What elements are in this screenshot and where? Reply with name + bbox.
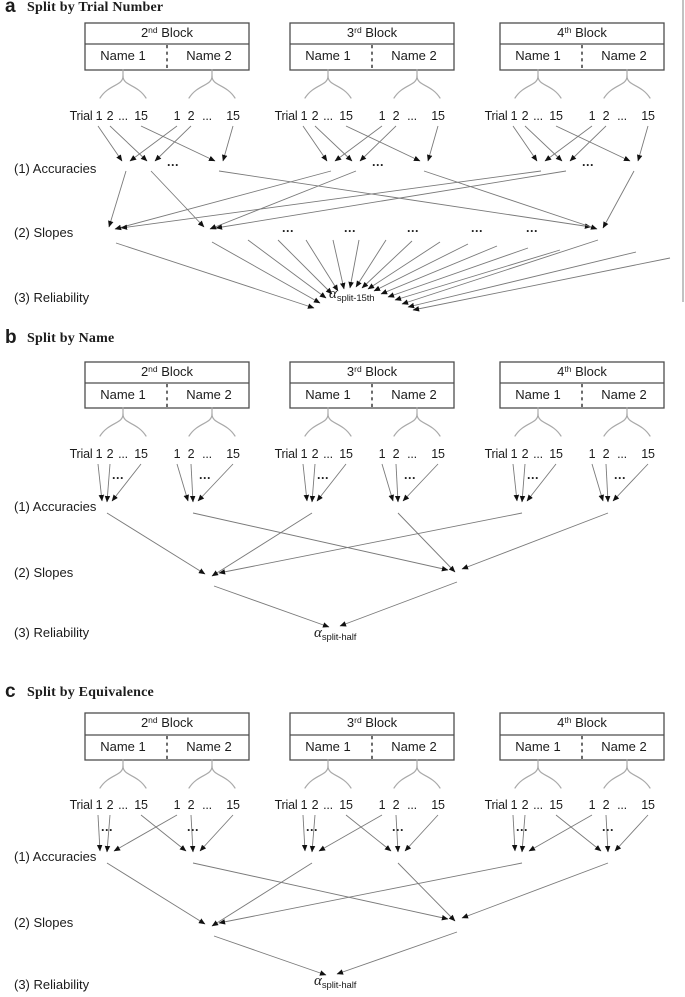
panel-a-row-label-slopes: (2) Slopes [14,225,74,240]
panel-b-block-3-ellipsis-right: ... [614,468,626,482]
panel-a-block-2-trial-arrow [303,126,327,161]
panel-a-block-2-trial-arrow [315,126,352,161]
panel-c-block-1-header-sup: nd [148,714,158,725]
panel-a-block-2-accuracy-ellipsis: ... [372,155,384,169]
panel-c-block-2-header-rest: Block [361,715,398,730]
panel-b-block-2-trial-arrow [303,464,307,501]
panel-c-block-1-brace-right-right-arm [212,766,235,788]
panel-c-block-2-trial-right-3: 15 [431,798,445,812]
panel-a-row-label-accuracies: (1) Accuracies [14,161,97,176]
panel-a-slope-ellipsis-1: ... [344,221,356,235]
panel-a-block-2-header-num: 3 [346,25,355,40]
panel-c-block-1-header-rest: Block [157,715,194,730]
panel-c-block-2-trial-right-0: 1 [378,798,386,812]
panel-b-block-1-trial-left-3: 15 [134,447,148,461]
panel-a-block-3-brace-left-right-arm [538,76,561,98]
panel-c-block-3-trial-arrow [615,815,648,851]
panel-b-block-2-header-num: 3 [346,364,355,379]
panel-c-block-1-trial-left-1: 2 [106,798,114,812]
panel-a-block-1-trial-arrow [98,126,122,161]
panel-c-block-1-trial-arrow [200,815,233,851]
panel-b-block-3-trial-arrow [513,464,517,501]
panel-b-block-1-trial-left-0: Trial 1 [69,447,103,461]
panel-a-row-label-reliability: (3) Reliability [14,290,90,305]
panel-c-block-2-trial-left-3: 15 [339,798,353,812]
panel-a-block-3-header [557,26,607,41]
panel-a-block-3-header-rest: Block [571,25,607,40]
panel-c-block-1-trial-right-3: 15 [226,798,240,812]
panel-b-block-3-brace-right-left-arm [604,414,627,436]
panel-b-block-2-trial-arrow [382,464,393,501]
panel-b-block-3-brace-right-right-arm [627,414,650,436]
panel-b-block-1-trial-arrow [177,464,188,501]
panel-a-block-2-trial-left-0: Trial 1 [274,109,308,123]
panel-a-alpha-label [329,288,374,304]
panel-c-row-label-slopes: (2) Slopes [14,915,74,930]
panel-a-slope-to-alpha-arrow [402,240,598,304]
panel-c-block-3-ellipsis-left: ... [516,820,528,834]
panel-a-slope-to-alpha-arrow [333,240,344,289]
panel-b-block-2-header-sup: rd [354,363,362,374]
panel-c-alpha-label [314,975,356,991]
panel-a-block-3-acc-to-slope-arrow [603,171,634,228]
panel-b-block-1-brace-left-left-arm [100,414,123,436]
panel-a-block-2-trial-left-3: 15 [339,109,353,123]
panel-a-block-2-brace-right-right-arm [417,76,440,98]
panel-c-alpha-subscript: split-half [321,980,357,991]
panel-b-block-1-name-1: Name 1 [100,387,146,402]
panel-c-block-3-ellipsis-right: ... [602,820,614,834]
panel-b-block-3-trial-left-2: ... [533,447,543,461]
panel-b-row-label-slopes: (2) Slopes [14,565,74,580]
panel-c-slope-to-alpha-arrow [214,936,326,975]
panel-b-block-2-trial-right-3: 15 [431,447,445,461]
panel-a-block-1-name-1: Name 1 [100,48,146,63]
panel-c-block-1-trial-right-2: ... [202,798,212,812]
panel-c-block-3-header-sup: th [564,714,572,725]
panel-c-block-1-trial-left-2: ... [118,798,128,812]
panel-c-block-1-name-1: Name 1 [100,739,146,754]
panel-a-block-3-accuracy-ellipsis: ... [582,155,594,169]
panel-a-block-3-brace-right-left-arm [604,76,627,98]
panel-b-block-1-trial-arrow [191,464,193,502]
panel-c-block-2-trial-arrow [405,815,438,851]
panel-b-block-3-brace-left-left-arm [515,414,538,436]
panel-a-slope-ellipsis-0: ... [282,221,294,235]
panel-a-block-3-brace-right-right-arm [627,76,650,98]
panel-a-block-1-trial-arrow [223,126,233,161]
panel-a-block-2-brace-right-left-arm [394,76,417,98]
panel-c-block-3-header-num: 4 [557,715,565,730]
panel-c-block-3-trial-right-0: 1 [588,798,596,812]
panel-a-block-2-trial-arrow [428,126,438,161]
panel-a-block-3-name-1: Name 1 [515,48,561,63]
page-edge-bar [682,0,684,302]
panel-a-block-2-trial-right-0: 1 [378,109,386,123]
panel-b-block-2-trial-arrow [312,464,315,502]
panel-a-block-2-trial-right-1: 2 [392,109,400,123]
panel-c-row-label-reliability: (3) Reliability [14,977,90,992]
panel-a-block-2-name-1: Name 1 [305,48,351,63]
panel-a-block-2-name-2: Name 2 [391,48,437,63]
panel-a-block-1-trial-right-2: ... [202,109,212,123]
panel-a-block-1-brace-left-left-arm [100,76,123,98]
panel-b-block-2-brace-left-right-arm [328,414,351,436]
panel-b-block-2-acc-to-slope-arrow [212,513,312,576]
panel-a-block-1-header [141,26,193,41]
panel-c-block-2-header [347,716,397,731]
panel-b-block-1-acc-to-slope-arrow [193,513,448,570]
panel-c-block-1-ellipsis-right: ... [187,820,199,834]
panel-b-alpha-subscript: split-half [321,632,357,643]
panel-a-block-2-acc-to-slope-arrow [115,171,331,229]
panel-a-block-1-trial-right-1: 2 [187,109,195,123]
panel-a-block-3-trial-arrow [638,126,648,161]
panel-c-block-3-acc-to-slope-arrow [462,863,608,918]
panel-b-block-2-header [347,365,397,380]
panel-b-block-1-trial-arrow [107,464,110,502]
panel-a-block-1-brace-left-right-arm [123,76,146,98]
panel-a-alpha-subscript: split-15th [336,293,375,304]
panel-c-title: Split by Equivalence [27,685,154,700]
panel-a-slope-to-alpha-arrow [278,240,332,294]
panel-a-slope-to-alpha-arrow [395,250,560,300]
panel-a-block-1-name-2: Name 2 [186,48,232,63]
panel-c-block-3-trial-right-2: ... [617,798,627,812]
panel-b-block-3-header [557,365,607,380]
panel-b-block-2-acc-to-slope-arrow [398,513,455,572]
panel-b-block-3-trial-right-1: 2 [602,447,610,461]
panel-a-slope-ellipsis-2: ... [407,221,419,235]
panel-c-letter: c [5,681,16,702]
panel-b-block-3-trial-arrow [592,464,603,501]
panel-a-block-2-brace-left-left-arm [305,76,328,98]
panel-c-block-3-trial-right-3: 15 [641,798,655,812]
panel-b-block-3-name-1: Name 1 [515,387,561,402]
panel-c-row-label-accuracies: (1) Accuracies [14,849,97,864]
panel-b-block-3-trial-right-2: ... [617,447,627,461]
panel-a-block-3-trial-left-2: ... [533,109,543,123]
panel-c-block-3-trial-arrow [529,815,592,851]
panel-b-block-1-name-2: Name 2 [186,387,232,402]
panel-a-block-3-acc-to-slope-arrow [216,171,566,228]
panel-c-slope-to-alpha-arrow [337,932,457,974]
panel-a-block-3-trial-right-2: ... [617,109,627,123]
panel-a-block-2-trial-left-2: ... [323,109,333,123]
panel-b-block-1-ellipsis-left: ... [112,468,124,482]
panel-b-block-2-trial-left-3: 15 [339,447,353,461]
panel-c-block-1-header [141,716,193,731]
panel-a-alpha-symbol: α [329,286,337,302]
panel-c-block-1-acc-to-slope-arrow [193,863,448,919]
panel-c-block-3-trial-left-2: ... [533,798,543,812]
panel-a-block-2-header [347,26,397,41]
panel-a-block-1-brace-right-left-arm [189,76,212,98]
panel-a-block-1-header-sup: nd [148,24,158,35]
panel-b-block-3-trial-left-1: 2 [521,447,529,461]
panel-b-block-1-acc-to-slope-arrow [107,513,205,574]
panel-a-slope-to-alpha-arrow [350,240,359,288]
panel-c-block-2-brace-right-left-arm [394,766,417,788]
panel-b-block-2-trial-right-2: ... [407,447,417,461]
panel-a-block-3-name-2: Name 2 [601,48,647,63]
panel-a-block-1-accuracy-ellipsis: ... [167,155,179,169]
panel-c-block-3-brace-right-right-arm [627,766,650,788]
panel-c-block-2-acc-to-slope-arrow [212,863,312,926]
panel-c-block-1-trial-right-0: 1 [173,798,181,812]
panel-b-block-2-header-rest: Block [361,364,398,379]
panel-b-block-1-trial-arrow [98,464,102,501]
panel-b-block-2-trial-right-1: 2 [392,447,400,461]
panel-c-block-1-trial-arrow [98,815,100,851]
panel-a-title: Split by Trial Number [27,0,164,15]
panel-c-block-1-trial-left-0: Trial 1 [69,798,103,812]
panel-a-block-2-brace-left-right-arm [328,76,351,98]
panel-c-block-2-brace-left-left-arm [305,766,328,788]
panel-c-block-2-name-1: Name 1 [305,739,351,754]
panel-a-block-3-trial-left-0: Trial 1 [484,109,518,123]
panel-c-block-1-header-num: 2 [140,715,149,730]
panel-a-block-1-trial-left-1: 2 [106,109,114,123]
panel-c-block-2-header-sup: rd [354,714,362,725]
panel-b-block-2-brace-right-right-arm [417,414,440,436]
panel-c-block-2-name-2: Name 2 [391,739,437,754]
panel-b-block-2-ellipsis-left: ... [317,468,329,482]
panel-a-slope-to-alpha-arrow [116,243,314,308]
panel-c-block-3-trial-arrow [556,815,601,851]
panel-b-block-3-trial-arrow [606,464,608,502]
panel-a-block-1-header-rest: Block [157,25,194,40]
panel-b-row-label-reliability: (3) Reliability [14,625,90,640]
panel-c-block-3-trial-left-0: Trial 1 [484,798,518,812]
panel-a-block-3-brace-left-left-arm [515,76,538,98]
panel-b-block-2-trial-left-0: Trial 1 [274,447,308,461]
panel-a-slope-to-alpha-arrow [388,248,528,297]
panel-b-block-3-header-sup: th [564,363,572,374]
panel-a-block-1-acc-to-slope-arrow [151,171,204,227]
panel-b-block-2-trial-left-1: 2 [311,447,319,461]
panel-c-block-2-trial-right-2: ... [407,798,417,812]
panel-b-block-2-name-1: Name 1 [305,387,351,402]
panel-a-block-3-trial-left-3: 15 [549,109,563,123]
panel-a-slope-to-alpha-arrow [374,244,468,291]
panel-c-block-3-trial-left-1: 2 [521,798,529,812]
panel-a-slope-to-alpha-arrow [362,241,412,288]
panel-c-block-2-brace-left-right-arm [328,766,351,788]
panel-c-block-2-trial-left-0: Trial 1 [274,798,308,812]
panel-a-block-1-trial-right-0: 1 [173,109,181,123]
panel-c-block-1-trial-arrow [141,815,186,851]
panel-b-block-1-ellipsis-right: ... [199,468,211,482]
panel-b-block-1-trial-right-3: 15 [226,447,240,461]
panel-b-alpha-symbol: α [314,625,322,641]
panel-a-block-1-trial-left-2: ... [118,109,128,123]
panel-b-block-1-brace-right-right-arm [212,414,235,436]
panel-b-block-1-trial-right-0: 1 [173,447,181,461]
panel-a-letter: a [5,0,16,17]
panel-b-letter: b [5,327,17,348]
panel-a-block-3-header-num: 4 [557,25,565,40]
panel-b-block-2-ellipsis-right: ... [404,468,416,482]
panel-c-block-2-ellipsis-left: ... [306,820,318,834]
panel-b-block-2-trial-left-2: ... [323,447,333,461]
panel-b-block-1-trial-left-2: ... [118,447,128,461]
panel-a-block-3-header-sup: th [564,24,572,35]
panel-c-block-1-trial-arrow [114,815,177,851]
panel-b-block-3-acc-to-slope-arrow [462,513,608,569]
panel-b-block-3-trial-right-3: 15 [641,447,655,461]
panel-c-block-3-name-2: Name 2 [601,739,647,754]
panel-a-slope-ellipsis-4: ... [526,221,538,235]
panel-a-block-1-trial-left-0: Trial 1 [69,109,103,123]
panel-b-block-3-brace-left-right-arm [538,414,561,436]
panel-a-slope-ellipsis-3: ... [471,221,483,235]
panel-b-block-2-brace-left-left-arm [305,414,328,436]
panel-c-block-2-trial-arrow [303,815,305,851]
panel-b-slope-to-alpha-arrow [340,582,457,626]
panel-c-block-1-trial-left-3: 15 [134,798,148,812]
panel-c-block-1-brace-right-left-arm [189,766,212,788]
panel-b-block-1-trial-left-1: 2 [106,447,114,461]
panel-b-block-1-trial-right-2: ... [202,447,212,461]
panel-c-block-1-trial-right-1: 2 [187,798,195,812]
panel-c-block-2-acc-to-slope-arrow [398,863,455,921]
panel-a-block-3-trial-arrow [525,126,562,161]
panel-b-block-3-header-rest: Block [571,364,607,379]
panel-a-slope-to-alpha-arrow [413,258,670,310]
panel-b-block-3-name-2: Name 2 [601,387,647,402]
panel-b-block-3-trial-left-3: 15 [549,447,563,461]
panel-b-block-2-brace-right-left-arm [394,414,417,436]
panel-a-block-1-acc-to-slope-arrow [109,171,126,227]
panel-a-block-2-trial-left-1: 2 [311,109,319,123]
panel-a-block-2-header-rest: Block [361,25,398,40]
panel-c-block-1-name-2: Name 2 [186,739,232,754]
panel-a-block-1-header-num: 2 [140,25,149,40]
panel-c-block-3-name-1: Name 1 [515,739,561,754]
panel-c-block-2-trial-arrow [346,815,391,851]
panel-a-block-3-trial-right-1: 2 [602,109,610,123]
panel-c-block-2-header-num: 3 [346,715,355,730]
panel-c-block-3-trial-arrow [513,815,515,851]
panel-b-block-3-header-num: 4 [557,364,565,379]
panel-a-block-3-trial-left-1: 2 [521,109,529,123]
panel-b-alpha-label [314,627,356,643]
panel-b-block-3-trial-left-0: Trial 1 [484,447,518,461]
panel-c-block-1-brace-left-right-arm [123,766,146,788]
panel-b-block-3-trial-arrow [522,464,525,502]
panel-b-block-2-name-2: Name 2 [391,387,437,402]
panel-c-block-1-acc-to-slope-arrow [107,863,205,924]
panel-b-block-1-header-sup: nd [148,363,158,374]
panel-c-block-2-ellipsis-right: ... [392,820,404,834]
panel-c-block-3-brace-left-right-arm [538,766,561,788]
panel-b-row-label-accuracies: (1) Accuracies [14,499,97,514]
panel-a-block-3-trial-arrow [513,126,537,161]
panel-b-block-2-trial-arrow [396,464,398,502]
panel-c-block-2-trial-left-1: 2 [311,798,319,812]
panel-c-block-2-trial-left-2: ... [323,798,333,812]
panel-b-block-1-brace-right-left-arm [189,414,212,436]
panel-c-alpha-symbol: α [314,973,322,989]
panel-b-block-3-trial-right-0: 1 [588,447,596,461]
panel-c-block-2-trial-right-1: 2 [392,798,400,812]
panel-a-block-1-brace-right-right-arm [212,76,235,98]
panel-c-block-1-brace-left-left-arm [100,766,123,788]
panel-b-block-1-header-rest: Block [157,364,194,379]
panel-b-block-1-brace-left-right-arm [123,414,146,436]
panel-a-block-2-trial-right-2: ... [407,109,417,123]
panel-a-slope-to-alpha-arrow [306,240,338,291]
panel-a-block-3-acc-to-slope-arrow [121,171,541,228]
panel-b-block-2-trial-right-0: 1 [378,447,386,461]
panel-c-block-3-trial-left-3: 15 [549,798,563,812]
panel-a-block-1-trial-right-3: 15 [226,109,240,123]
panel-b-block-1-header [141,365,193,380]
panel-c-block-1-ellipsis-left: ... [101,820,113,834]
panel-b-block-1-header-num: 2 [140,364,149,379]
panel-c-block-3-trial-right-1: 2 [602,798,610,812]
panel-c-block-3-brace-left-left-arm [515,766,538,788]
panel-c-block-2-brace-right-right-arm [417,766,440,788]
panel-c-block-3-brace-right-left-arm [604,766,627,788]
panel-a-block-1-trial-left-3: 15 [134,109,148,123]
panel-a-block-3-trial-right-3: 15 [641,109,655,123]
panel-b-title: Split by Name [27,331,115,346]
panel-c-block-2-trial-arrow [319,815,382,851]
panel-c-block-3-header-rest: Block [571,715,607,730]
panel-a-slope-to-alpha-arrow [212,242,320,303]
panel-c-block-3-header [557,716,607,731]
panel-a-block-2-header-sup: rd [354,24,362,35]
panel-a-block-1-trial-arrow [110,126,147,161]
panel-a-block-3-trial-right-0: 1 [588,109,596,123]
panel-b-block-3-ellipsis-left: ... [527,468,539,482]
panel-b-block-1-trial-right-1: 2 [187,447,195,461]
panel-b-slope-to-alpha-arrow [214,586,329,627]
panel-a-block-2-trial-right-3: 15 [431,109,445,123]
panel-a-slope-to-alpha-arrow [408,252,636,307]
